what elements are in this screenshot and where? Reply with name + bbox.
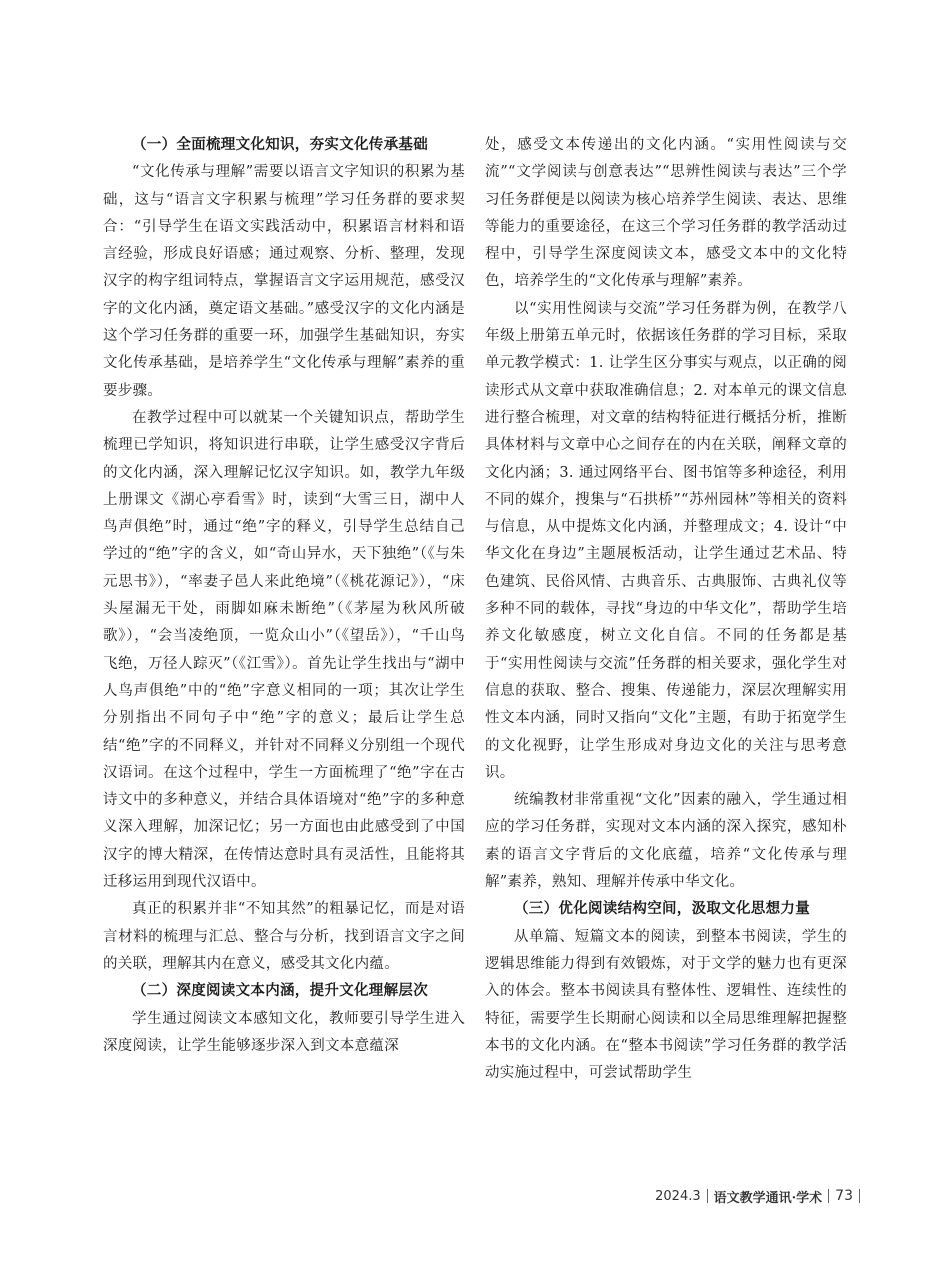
paragraph: 真正的积累并非“不知其然”的粗暴记忆，而是对语言材料的梳理与汇总、整合与分析，找到语言文字之间的关联，理解其内在意义，感受其文化内蕴。 (103, 901, 465, 972)
paragraph: 统编教材非常重视“文化”因素的融入，学生通过相应的学习任务群，实现对文本内涵的深入探究，感知朴素的语言文字背后的文化底蕴，培养“文化传承与理解”素养，熟知、理解并传承中华文化。 (485, 792, 847, 891)
section-heading-3: （三）优化阅读结构空间，汲取文化思想力量 (514, 901, 810, 918)
footer-divider (859, 1189, 860, 1203)
right-column (485, 132, 847, 1087)
section-heading-1: （一）全面梳理文化知识，夯实文化传承基础 (132, 137, 428, 153)
paragraph: 从单篇、短篇文本的阅读，到整本书阅读，学生的逻辑思维能力得到有效锻炼，对于文学的魅力也有更深入的体会。整本书阅读具有整体性、逻辑性、连续性的特征，需要学生长期耐心阅读和以全局思维理解把握整本书的文化内涵。在“整本书阅读”学习任务群的教学活动实施过程中，可尝试帮助学生 (485, 928, 847, 1082)
footer-divider (707, 1189, 708, 1203)
journal-name: 语文教学通讯·学术 (713, 1190, 823, 1206)
paragraph: 以“实用性阅读与交流”学习任务群为例，在教学八年级上册第五单元时，依据该任务群的学习目标，采取单元教学模式：1. 让学生区分事实与观点，以正确的阅读形式从文章中获取准确信息；2. 对本单元的课文信息进行整合梳理，对文章的结构特征进行概括分析，推断具体材料与文章中心之间存在的内在关联，阐释文章的文化内涵；3. 通过网络平台、图书馆等多种途径，利用不同的媒介，搜集与“石拱桥”“苏州园林”等相关的资料与信息，从中提炼文化内涵，并整理成文；4. 设计“中华文化在身边”主题展板活动，让学生通过艺术品、特色建筑、民俗风情、古典音乐、古典服饰、古典礼仪等多种不同的载体，寻找“身边的中华文化”，帮助学生培养文化敏感度，树立文化自信。不同的任务都是基于“实用性阅读与交流”任务群的相关要求，强化学生对信息的获取、整合、搜集、传递能力，深层次理解实用性文本内涵，同时又指向“文化”主题，有助于拓宽学生的文化视野，让学生形成对身边文化的关注与思考意识。 (485, 300, 847, 781)
section-heading-2: （二）深度阅读文本内涵，提升文化理解层次 (132, 983, 428, 1000)
issue-date: 2024.3 (655, 1188, 701, 1204)
left-column (103, 132, 465, 1060)
paragraph: 在教学过程中可以就某一个关键知识点，帮助学生梳理已学知识，将知识进行串联，让学生感受汉字背后的文化内涵，深入理解记忆汉字知识。如，教学九年级上册课文《湖心亭看雪》时，读到“大雪三日，湖中人鸟声俱绝”时，通过“绝”字的释义，引导学生总结自己学过的“绝”字的含义，如“奇山异水，天下独绝”（《与朱元思书》），“率妻子邑人来此绝境”（《桃花源记》），“床头屋漏无干处，雨脚如麻未断绝”（《茅屋为秋风所破歌》），“会当凌绝顶，一览众山小”（《望岳》），“千山鸟飞绝，万径人踪灭”（《江雪》）。首先让学生找出与“湖中人鸟声俱绝”中的“绝”字意义相同的一项；其次让学生分别指出不同句子中“绝”字的意义；最后让学生总结“绝”字的不同释义，并针对不同释义分别组一个现代汉语词。在这个过程中，学生一方面梳理了“绝”字在古诗文中的多种意义，并结合具体语境对“绝”字的多种意义深入理解，加深记忆；另一方面也由此感受到了中国汉字的博大精深，在传情达意时具有灵活性，且能将其迁移运用到现代汉语中。 (103, 409, 465, 891)
paragraph: 学生通过阅读文本感知文化，教师要引导学生进入深度阅读，让学生能够逐步深入到文本意蕴深 (103, 1010, 465, 1054)
page-number: 73 (835, 1188, 853, 1204)
footer-divider (828, 1189, 829, 1203)
paragraph-continued: 处，感受文本传递出的文化内涵。“实用性阅读与交流”“文学阅读与创意表达”“思辨性阅读与表达”三个学习任务群便是以阅读为核心培养学生阅读、表达、思维等能力的重要途径，在这三个学习任务群的教学活动过程中，引导学生深度阅读文本，感受文本中的文化特色，培养学生的“文化传承与理解”素养。 (485, 137, 847, 290)
page-footer (600, 1184, 860, 1208)
paragraph: “文化传承与理解”需要以语言文字知识的积累为基础，这与“语言文字积累与梳理”学习任务群的要求契合：“引导学生在语文实践活动中，积累语言材料和语言经验，形成良好语感；通过观察、分析、整理，发现汉字的构字组词特点，掌握语言文字运用规范，感受汉字的文化内涵，奠定语文基础。”感受汉字的文化内涵是这个学习任务群的重要一环，加强学生基础知识，夯实文化传承基础，是培养学生“文化传承与理解”素养的重要步骤。 (103, 164, 465, 399)
